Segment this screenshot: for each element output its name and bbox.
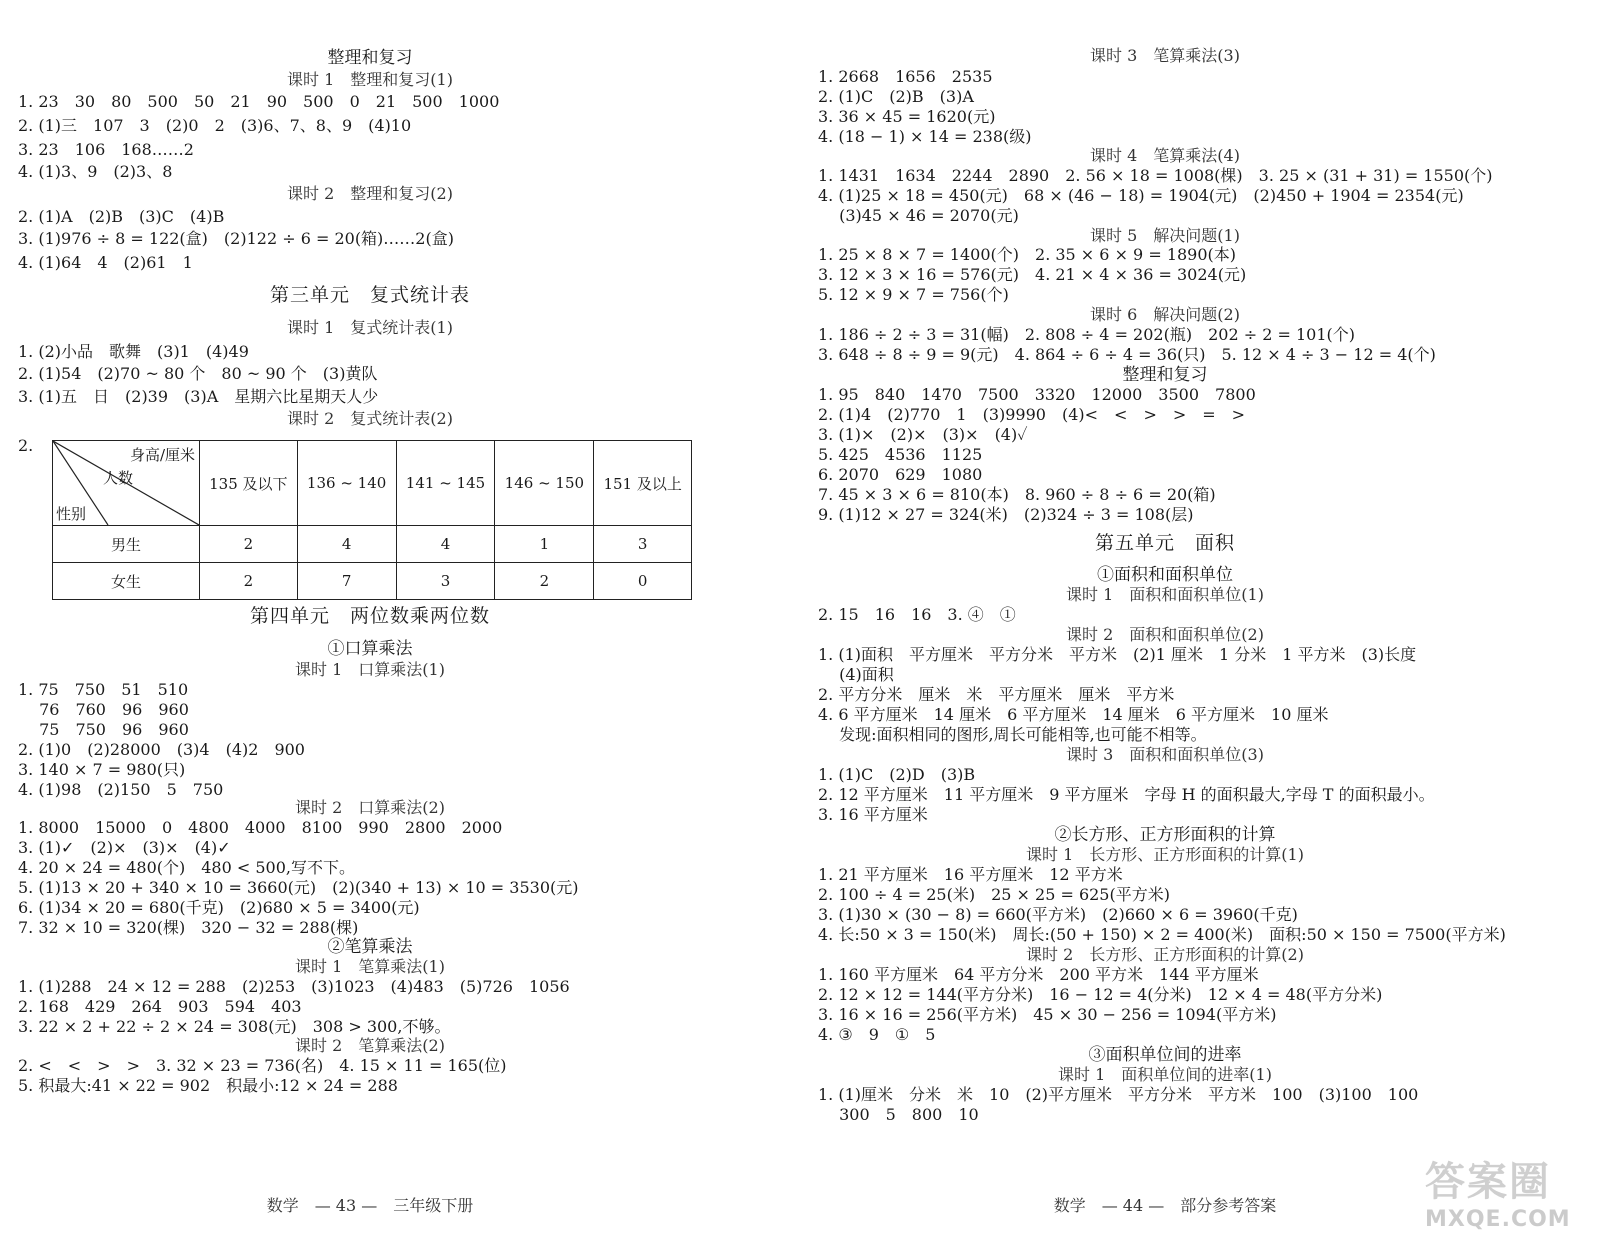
answer-line: 3. 140 × 7 = 980(只) [18,760,186,779]
table-cell: 2 [200,563,298,600]
lesson-title: 课时 2 整理和复习(2) [287,184,453,203]
lesson-title: 课时 1 长方形、正方形面积的计算(1) [1026,845,1304,864]
lesson-title: 课时 1 口算乘法(1) [295,660,445,679]
section-title: 整理和复习 [1122,365,1208,385]
diag-label-count: 人数 [103,469,134,487]
answer-line: 300 5 800 10 [818,1105,979,1124]
answer-line: 2. (1)4 (2)770 1 (3)9990 (4)< < > > = > [818,405,1246,424]
table-header-cell: 141 ~ 145 [396,441,495,526]
answer-line: 1. 8000 15000 0 4800 4000 8100 990 2800 2000 [18,818,503,837]
page-footer: 数学 — 43 — 三年级下册 [266,1196,474,1215]
answer-line: 发现:面积相同的图形,周长可能相等,也可能不相等。 [818,725,1207,744]
table-row [53,563,692,600]
answer-line: 2. 15 16 16 3. ④ ① [818,605,1016,624]
answer-line: 4. (1)25 × 18 = 450(元) 68 × (46 − 18) = 1904(元) (2)450 + 1904 = 2354(元) [818,186,1464,205]
answer-line: 3. 22 × 2 + 22 ÷ 2 × 24 = 308(元) 308 > 300,不够。 [18,1017,451,1036]
answer-line: 7. 45 × 3 × 6 = 810(本) 8. 960 ÷ 8 ÷ 6 = 20(箱) [818,485,1216,504]
lesson-title: 课时 3 面积和面积单位(3) [1066,745,1264,764]
left-page [0,0,790,1244]
answer-line: 1. (1)面积 平方厘米 平方分米 平方米 (2)1 厘米 1 分米 1 平方米 (3)长度 [818,645,1417,664]
lesson-title: 课时 3 笔算乘法(3) [1090,46,1240,65]
lesson-title: 课时 1 整理和复习(1) [287,70,453,89]
answer-line: 75 750 96 960 [18,720,189,739]
answer-line: 1. 1431 1634 2244 2890 2. 56 × 18 = 1008(棵) 3. 25 × (31 + 31) = 1550(个) [818,166,1493,185]
table-header-cell: 151 及以上 [594,441,692,526]
table-row [53,526,692,563]
answer-line: 1. 2668 1656 2535 [818,67,993,86]
lesson-title: 课时 1 面积和面积单位(1) [1066,585,1264,604]
answer-line: 3. 648 ÷ 8 ÷ 9 = 9(元) 4. 864 ÷ 6 ÷ 4 = 36(只) 5. 12 × 4 ÷ 3 − 12 = 4(个) [818,345,1436,364]
answer-line: 1. 186 ÷ 2 ÷ 3 = 31(幅) 2. 808 ÷ 4 = 202(瓶) 202 ÷ 2 = 101(个) [818,325,1355,344]
answer-line: 6. (1)34 × 20 = 680(千克) (2)680 × 5 = 3400(元) [18,898,420,917]
answer-line: 4. 长:50 × 3 = 150(米) 周长:(50 + 150) × 2 = 400(米) 面积:50 × 150 = 7500(平方米) [818,925,1506,944]
compound-stat-table [52,440,692,600]
answer-line: 4. (1)98 (2)150 5 750 [18,780,224,799]
lesson-title: 课时 2 笔算乘法(2) [295,1036,445,1055]
page-footer: 数学 — 44 — 部分参考答案 [1053,1196,1277,1215]
answer-line: 1. (2)小品 歌舞 (3)1 (4)49 [18,342,249,361]
section-title: ②笔算乘法 [327,937,413,957]
watermark-site: MXQE.COM [1425,1207,1571,1232]
lesson-title: 课时 1 面积单位间的进率(1) [1058,1065,1272,1084]
answer-line: 1. 21 平方厘米 16 平方厘米 12 平方米 [818,865,1123,884]
answer-line: 1. (1)C (2)D (3)B [818,765,976,784]
lesson-title: 课时 2 口算乘法(2) [295,798,445,817]
answer-line: 5. 425 4536 1125 [818,445,983,464]
unit-title: 第五单元 面积 [1094,532,1235,554]
answer-line: 3. (1)✓ (2)× (3)× (4)✓ [18,838,231,857]
lesson-title: 课时 6 解决问题(2) [1090,305,1240,324]
question-number: 2. [18,436,34,455]
table-header-cell: 146 ~ 150 [495,441,594,526]
answer-line: 2. < < > > 3. 32 × 23 = 736(名) 4. 15 × 11 = 165(位) [18,1056,507,1075]
answer-line: 2. 12 平方厘米 11 平方厘米 9 平方厘米 字母 H 的面积最大,字母 T 的面积最小。 [818,785,1435,804]
diag-label-gender: 性别 [56,505,87,523]
section-title: ①口算乘法 [327,639,413,659]
answer-line: 3. (1)× (2)× (3)× (4)✓ [818,425,1028,444]
answer-line: 3. (1)五 日 (2)39 (3)A 星期六比星期天人少 [18,387,379,406]
table-cell: 2 [495,563,594,600]
answer-line: 1. (1)厘米 分米 米 10 (2)平方厘米 平方分米 平方米 100 (3)100 100 [818,1085,1419,1104]
answer-line: 3. 16 平方厘米 [818,805,928,824]
answer-line: 4. 6 平方厘米 14 厘米 6 平方厘米 14 厘米 6 平方厘米 10 厘米 [818,705,1329,724]
watermark [1425,1150,1595,1240]
answer-line: 5. (1)13 × 20 + 340 × 10 = 3660(元) (2)(340 + 13) × 10 = 3530(元) [18,878,579,897]
answer-line: 3. (1)30 × (30 − 8) = 660(平方米) (2)660 × 6 = 3960(千克) [818,905,1298,924]
table-cell: 3 [396,563,495,600]
answer-line: 1. 95 840 1470 7500 3320 12000 3500 7800 [818,385,1256,404]
answer-line: 4. (18 − 1) × 14 = 238(级) [818,127,1032,146]
lesson-title: 课时 2 长方形、正方形面积的计算(2) [1026,945,1304,964]
answer-line: 2. (1)A (2)B (3)C (4)B [18,207,225,226]
answer-line: 1. 160 平方厘米 64 平方分米 200 平方米 144 平方厘米 [818,965,1259,984]
table-diagonal-header [53,441,200,526]
lesson-title: 课时 2 面积和面积单位(2) [1066,625,1264,644]
lesson-title: 课时 1 复式统计表(1) [287,318,453,337]
table-cell: 3 [594,526,692,563]
answer-line: 4. (1)64 4 (2)61 1 [18,253,193,272]
lesson-title: 课时 1 笔算乘法(1) [295,957,445,976]
table-cell: 7 [297,563,396,600]
answer-line: 4. 20 × 24 = 480(个) 480 < 500,写不下。 [18,858,355,877]
answer-line: 3. 36 × 45 = 1620(元) [818,107,996,126]
row-label: 男生 [53,526,200,563]
answer-line: 2. (1)54 (2)70 ~ 80 个 80 ~ 90 个 (3)黄队 [18,364,378,383]
answer-line: (4)面积 [818,665,894,684]
answer-line: 6. 2070 629 1080 [818,465,983,484]
table-cell: 1 [495,526,594,563]
unit-title: 第四单元 两位数乘两位数 [249,605,490,627]
table-cell: 0 [594,563,692,600]
answer-line: 3. 16 × 16 = 256(平方米) 45 × 30 − 256 = 1094(平方米) [818,1005,1277,1024]
answer-line: 2. (1)0 (2)28000 (3)4 (4)2 900 [18,740,305,759]
answer-line: 1. 23 30 80 500 50 21 90 500 0 21 500 1000 [18,92,500,111]
answer-line: 4. (1)3、9 (2)3、8 [18,162,173,181]
answer-line: 2. 平方分米 厘米 米 平方厘米 厘米 平方米 [818,685,1175,704]
lesson-title: 课时 4 笔算乘法(4) [1090,146,1240,165]
unit-title: 第三单元 复式统计表 [269,284,470,306]
answer-line: 1. (1)288 24 × 12 = 288 (2)253 (3)1023 (4)483 (5)726 1056 [18,977,570,996]
answer-line: 7. 32 × 10 = 320(棵) 320 − 32 = 288(棵) [18,918,359,937]
answer-line: 1. 25 × 8 × 7 = 1400(个) 2. 35 × 6 × 9 = 1890(本) [818,245,1237,264]
table-cell: 4 [297,526,396,563]
table-header-cell: 135 及以下 [200,441,298,526]
row-label: 女生 [53,563,200,600]
answer-line: 3. 12 × 3 × 16 = 576(元) 4. 21 × 4 × 36 = 3024(元) [818,265,1247,284]
answer-line: 3. 23 106 168……2 [18,140,194,159]
answer-line: (3)45 × 46 = 2070(元) [818,206,1019,225]
section-title: ②长方形、正方形面积的计算 [1054,825,1276,845]
answer-line: 9. (1)12 × 27 = 324(米) (2)324 ÷ 3 = 108(层) [818,505,1194,524]
answer-line: 2. (1)三 107 3 (2)0 2 (3)6、7、8、9 (4)10 [18,116,412,135]
answer-line: 2. 12 × 12 = 144(平方分米) 16 − 12 = 4(分米) 12 × 4 = 48(平方分米) [818,985,1383,1004]
watermark-logo: 答案圈 [1425,1159,1551,1205]
table-cell: 4 [396,526,495,563]
answer-line: 1. 75 750 51 510 [18,680,189,699]
lesson-title: 课时 5 解决问题(1) [1090,226,1240,245]
answer-line: 3. (1)976 ÷ 8 = 122(盒) (2)122 ÷ 6 = 20(箱)……2(盒) [18,229,454,248]
answer-line: 2. (1)C (2)B (3)A [818,87,974,106]
answer-line: 2. 168 429 264 903 594 403 [18,997,302,1016]
section-title: 整理和复习 [327,48,413,68]
answer-line: 76 760 96 960 [18,700,189,719]
table-header-cell: 136 ~ 140 [297,441,396,526]
section-title: ③面积单位间的进率 [1088,1045,1242,1065]
answer-line: 4. ③ 9 ① 5 [818,1025,936,1044]
diag-label-height: 身高/厘米 [129,446,195,464]
answer-line: 2. 100 ÷ 4 = 25(米) 25 × 25 = 625(平方米) [818,885,1170,904]
lesson-title: 课时 2 复式统计表(2) [287,409,453,428]
answer-line: 5. 12 × 9 × 7 = 756(个) [818,285,1009,304]
table-cell: 2 [200,526,298,563]
section-title: ①面积和面积单位 [1097,565,1233,585]
answer-line: 5. 积最大:41 × 22 = 902 积最小:12 × 24 = 288 [18,1076,398,1095]
right-page [800,0,1600,1244]
